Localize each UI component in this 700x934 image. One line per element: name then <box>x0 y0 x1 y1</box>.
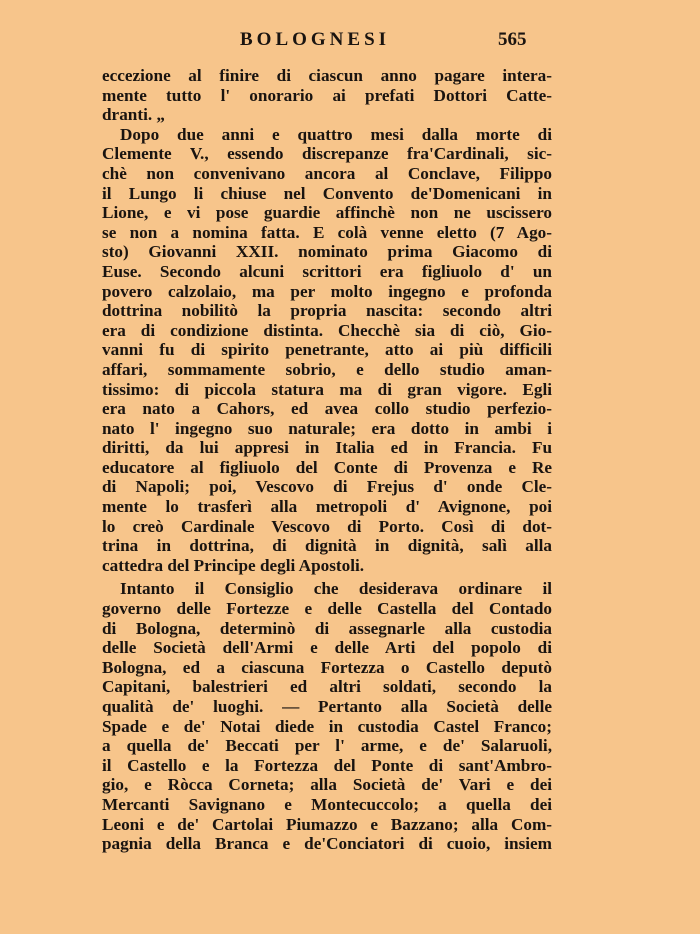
text-line: vanni fu di spirito penetrante, atto ai più difficili <box>102 340 552 360</box>
text-line: Dopo due anni e quattro mesi dalla morte di <box>120 124 552 144</box>
text-line: era di condizione distinta. Checchè sia di ciò, Gio- <box>102 320 552 340</box>
text-line: educatore al figliuolo del Conte di Provenza e Re <box>102 457 552 477</box>
text-line: cattedra del Principe degli Apostoli. <box>102 555 365 575</box>
text-line: tissimo: di piccola statura ma di gran vigore. Egli <box>102 379 552 399</box>
text-line: qualità de' luoghi. — Pertanto alla Società delle <box>102 697 552 716</box>
text-line: di Napoli; poi, Vescovo di Frejus d' onde Cle- <box>102 477 552 497</box>
text-line: diritti, da lui appresi in Italia ed in Francia. Fu <box>102 438 552 458</box>
text-line: lo creò Cardinale Vescovo di Porto. Così di dot- <box>102 516 552 536</box>
text-line: Lione, e vi pose guardie affinchè non ne uscissero <box>102 203 552 223</box>
text-line: Euse. Secondo alcuni scrittori era figliuolo d' un <box>102 261 552 281</box>
text-line: chè non convenivano ancora al Conclave, Filippo <box>102 163 552 183</box>
text-line: dottrina nobilitò la propria nascita: secondo altri <box>102 301 552 321</box>
text-line: Mercanti Savignano e Montecuccolo; a quella dei <box>102 794 552 814</box>
page-number: 565 <box>498 29 527 50</box>
text-line: Capitani, balestrieri ed altri soldati, secondo la <box>102 677 552 697</box>
text-line: governo delle Fortezze e delle Castella del Contado <box>102 599 552 619</box>
body-text <box>102 66 552 854</box>
text-line: Bologna, ed a ciascuna Fortezza o Castello deputò <box>102 657 552 677</box>
text-line: pagnia della Branca e de'Conciatori di cuoio, insiem <box>102 834 552 854</box>
text-line: se non a nomina fatta. E colà venne eletto (7 Ago- <box>102 222 552 242</box>
text-line: delle Società dell'Armi e delle Arti del popolo di <box>102 638 552 658</box>
text-line: affari, sommamente sobrio, e dello studio aman- <box>102 359 552 379</box>
running-head <box>0 29 700 55</box>
text-line: Intanto il Consiglio che desiderava ordinare il <box>120 579 552 599</box>
text-line: era nato a Cahors, ed avea collo studio perfezio- <box>102 399 552 419</box>
running-head-title: BOLOGNESI <box>240 29 391 50</box>
text-line: il Lungo li chiuse nel Convento de'Domenicani in <box>102 183 552 203</box>
text-line: sto) Giovanni XXII. nominato prima Giacomo di <box>102 242 552 262</box>
text-line: di Bologna, determinò di assegnarle alla custodia <box>102 618 552 638</box>
text-line: nato l' ingegno suo naturale; era dotto in ambi i <box>102 418 552 438</box>
text-line: Spade e de' Notai diede in custodia Castel Franco; <box>102 716 552 736</box>
text-line: a quella de' Beccati per l' arme, e de' Salaruoli, <box>102 736 552 756</box>
text-line: gio, e Ròcca Corneta; alla Società de' Vari e dei <box>102 775 552 795</box>
text-line: povero calzolaio, ma per molto ingegno e profonda <box>102 281 552 301</box>
text-line: trina in dottrina, di dignità in dignità, salì alla <box>102 536 552 556</box>
text-line: mente tutto l' onorario ai prefati Dottori Catte- <box>102 85 552 105</box>
text-line: eccezione al finire di ciascun anno pagare intera- <box>102 66 552 85</box>
text-line: Leoni e de' Cartolai Piumazzo e Bazzano; alla Com- <box>102 814 552 834</box>
text-line: Clemente V., essendo discrepanze fra'Cardinali, sic- <box>102 144 552 164</box>
text-line: dranti. „ <box>102 105 166 125</box>
text-line: il Castello e la Fortezza del Ponte di sant'Ambro- <box>102 755 552 775</box>
text-line: mente lo trasferì alla metropoli d' Avignone, poi <box>102 497 552 517</box>
